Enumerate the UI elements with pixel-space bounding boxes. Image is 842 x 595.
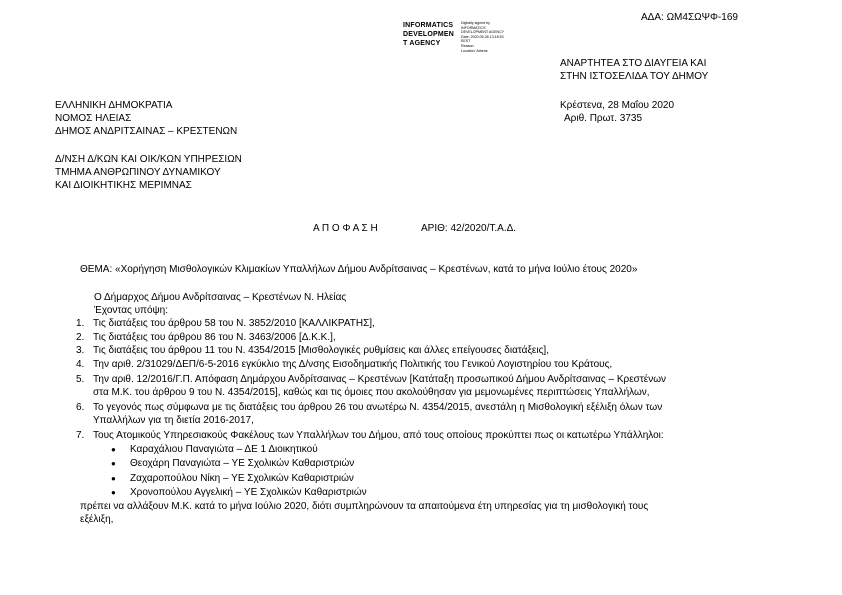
list-item-text: Τις διατάξεις του άρθρου 11 του Ν. 4354/2015 [Μισθολογικές ρυθμίσεις και άλλες επείγουσες διατάξεις], [93,345,549,356]
stamp-detail-line: Digitally signed by [461,21,490,25]
document-date: Κρέστενα, 28 Μαΐου 2020 [560,100,675,111]
bullet-icon: ● [111,459,116,468]
list-item-number: 5. [76,374,85,385]
department-line: ΤΜΗΜΑ ΑΝΘΡΩΠΙΝΟΥ ΔΥΝΑΜΙΚΟΥ [55,167,221,178]
stamp-detail-line: Location: Athens [461,48,488,53]
bullet-icon: ● [111,488,116,497]
stamp-detail-line: EEST [461,39,471,44]
list-item-text: Υπαλλήλων για τη διετία 2016-2017, [93,415,254,426]
stamp-detail-line: Reason: [461,43,475,48]
department-line: ΚΑΙ ΔΙΟΙΚΗΤΙΚΗΣ ΜΕΡΙΜΝΑΣ [55,180,192,191]
list-item-text: Την αριθ. 12/2016/Γ.Π. Απόφαση Δημάρχου Ανδρίτσαινας – Κρεστένων [Κατάταξη προσωπικού Δήμου Ανδρίτσαινας – Κρεστένων [93,374,667,385]
employee-name: Θεοχάρη Παναγιώτα – ΥΕ Σχολικών Καθαριστριών [130,458,355,469]
digital-signature-stamp [403,21,454,48]
ada-code: ΑΔΑ: ΩΜ4ΣΩΨΦ-169 [641,12,738,23]
list-item-text: Τις διατάξεις του άρθρου 86 του Ν. 3463/2006 [Δ.Κ.Κ.], [93,332,336,343]
closing-line1: πρέπει να αλλάξουν Μ.Κ. κατά το μήνα Ιούλιο 2020, διότι συμπληρώνουν τα απαιτούμενα έτη υπηρεσίας για τη μισθολογική τους [80,501,649,512]
considering-line: Έχοντας υπόψη: [94,305,168,316]
org-line: ΕΛΛΗΝΙΚΗ ΔΗΜΟΚΡΑΤΙΑ [55,100,173,111]
stamp-detail-line: INFORMATICS [461,25,486,30]
list-item-number: 3. [76,345,85,356]
org-line: ΝΟΜΟΣ ΗΛΕΙΑΣ [55,113,132,124]
stamp-line: INFORMATICS [403,22,454,29]
publish-notice-line1: ΑΝΑΡΤΗΤΕΑ ΣΤΟ ΔΙΑΥΓΕΙΑ ΚΑΙ [560,58,707,69]
list-item-number: 4. [76,359,85,370]
stamp-detail-line: Date: 2020.05.28 13:18:53 [461,34,504,39]
list-item-text: Τους Ατομικούς Υπηρεσιακούς Φακέλους των Υπαλλήλων του Δήμου, από τους οποίους προκύπτει πως οι κατωτέρω Υπάλληλοι: [93,430,664,441]
employee-name: Καραχάλιου Παναγιώτα – ΔΕ 1 Διοικητικού [130,444,318,455]
decision-number: ΑΡΙΘ: 42/2020/Τ.Α.Δ. [421,223,517,234]
employee-name: Ζαχαροπούλου Νίκη – ΥΕ Σχολικών Καθαριστριών [130,473,354,484]
bullet-icon: ● [111,445,116,454]
stamp-line: T AGENCY [403,40,441,47]
list-item-number: 7. [76,430,85,441]
list-item-number: 2. [76,332,85,343]
list-item-text: Την αριθ. 2/31029/ΔΕΠ/6-5-2016 εγκύκλιο της Δ/νσης Εισοδηματικής Πολιτικής του Γενικού Λογιστηρίου του Κράτους, [93,359,613,370]
stamp-details [461,21,504,53]
employee-name: Χρονοπούλου Αγγελική – ΥΕ Σχολικών Καθαριστριών [130,487,367,498]
mayor-line: Ο Δήμαρχος Δήμου Ανδρίτσαινας – Κρεστένων Ν. Ηλείας [94,292,347,303]
list-item-text: Τις διατάξεις του άρθρου 58 του Ν. 3852/2010 [ΚΑΛΛΙΚΡΑΤΗΣ], [93,318,375,329]
subject-line: ΘΕΜΑ: «Χορήγηση Μισθολογικών Κλιμακίων Υπαλλήλων Δήμου Ανδρίτσαινας – Κρεστένων, κατά το μήνα Ιούλιο έτους 2020» [80,264,638,275]
stamp-line: DEVELOPMEN [403,31,455,38]
bullet-icon: ● [111,474,116,483]
list-item-text: Το γεγονός πως σύμφωνα με τις διατάξεις του άρθρου 26 του ανωτέρω Ν. 4354/2015, ανεστάλη η Μισθολογική εξέλιξη όλων των [93,402,663,413]
stamp-detail-line: DEVELOPMENT AGENCY [461,30,505,35]
department-line: Δ/ΝΣΗ Δ/ΚΩΝ ΚΑΙ ΟΙΚ/ΚΩΝ ΥΠΗΡΕΣΙΩΝ [55,154,242,165]
protocol-number: Αριθ. Πρωτ. 3735 [564,113,643,124]
publish-notice-line2: ΣΤΗΝ ΙΣΤΟΣΕΛΙΔΑ ΤΟΥ ΔΗΜΟΥ [560,71,709,82]
org-line: ΔΗΜΟΣ ΑΝΔΡΙΤΣΑΙΝΑΣ – ΚΡΕΣΤΕΝΩΝ [55,126,238,137]
list-item-text: στα Μ.Κ. του άρθρου 9 του Ν. 4354/2015], καθώς και τις όμοιες που ακολούθησαν για μεμονωμένες περιπτώσεις Υπαλλήλων, [93,387,650,398]
closing-line2: εξέλιξη, [80,514,114,525]
list-item-number: 6. [76,402,85,413]
decision-title: Α Π Ο Φ Α Σ Η [313,223,378,234]
list-item-number: 1. [76,318,85,329]
